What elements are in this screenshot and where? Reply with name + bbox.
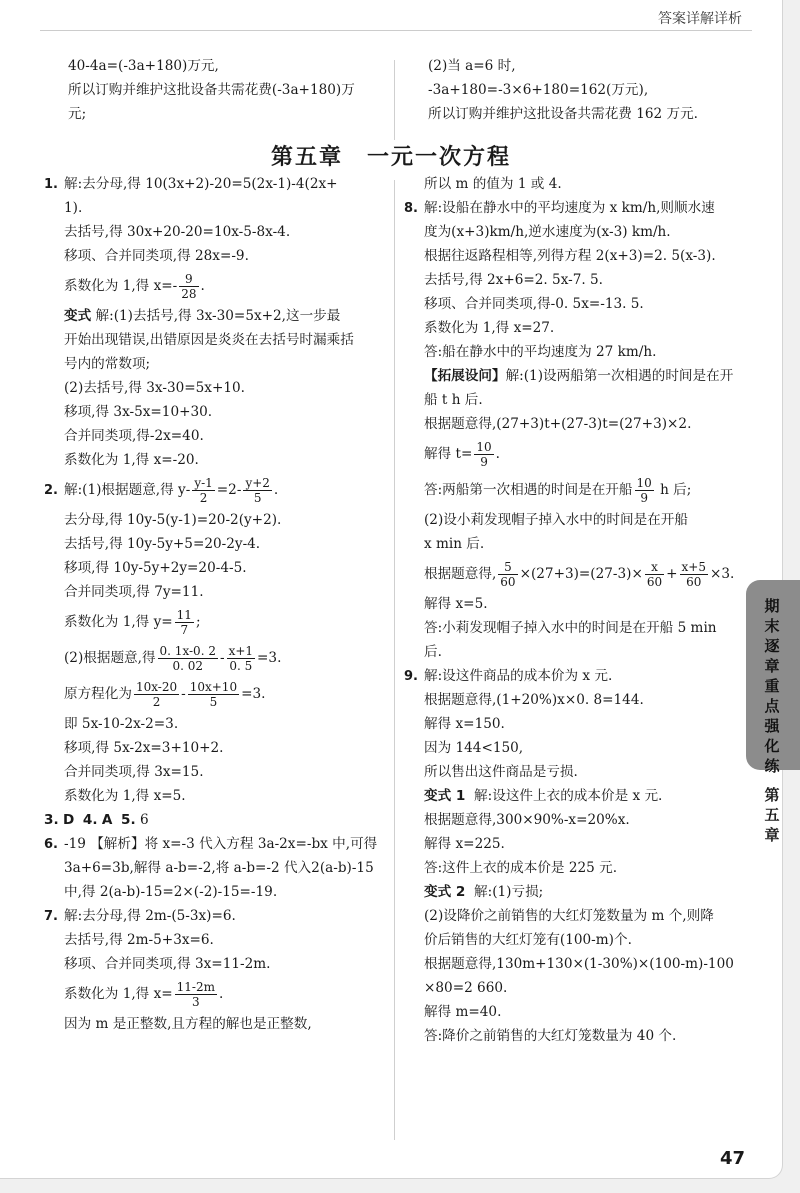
q1-variant-line: 移项,得 3x-5x=10+30. [64, 404, 213, 420]
page-number: 47 [719, 1148, 745, 1169]
question-number: 6. [44, 837, 58, 852]
variant-label: 变式 [64, 308, 92, 324]
q1-text: 解:去分母,得 10(3x+2)-20=5(2x-1)-4(2x+ [64, 176, 338, 192]
q8-extension-line: (2)设小莉发现帽子掉入水中的时间是在开船 [424, 512, 688, 528]
q9-variant1-line: 根据题意得,300×90%-x=20%x. [424, 812, 630, 828]
q1-variant-line: (2)去括号,得 3x-30=5x+10. [64, 380, 245, 396]
q8-line: 移项、合并同类项,得-0. 5x=-13. 5. [424, 296, 644, 312]
q9-variant1-line: 变式 1 解:设这件上衣的成本价是 x 元. [424, 788, 663, 804]
q1-variant-line: 号内的常数项; [64, 356, 151, 372]
q6-line: 中,得 2(a-b)-15=2×(-2)-15=-19. [64, 884, 278, 900]
q9-variant1-line: 解得 x=225. [424, 836, 505, 852]
q7-line: 去括号,得 2m-5+3x=6. [64, 932, 214, 948]
question-number: 9. [404, 669, 418, 684]
q8-extension-line: 答:两船第一次相遇的时间是在开船 $\frac{10}{9}$ h 后; [424, 476, 692, 505]
column-divider-top [394, 60, 395, 140]
q1-line: 移项、合并同类项,得 28x=-9. [64, 248, 249, 264]
top-right-continuation [404, 54, 740, 126]
q2-line: 合并同类项,得 7y=11. [64, 584, 204, 600]
q9-variant2-line: 变式 2 解:(1)亏损; [424, 884, 544, 900]
fraction: $\frac{10x+10}{5}$ [189, 680, 238, 709]
q7-line: 7. 解:去分母,得 2m-(5-3x)=6. [44, 904, 394, 928]
q9-variant2-line: (2)设降价之前销售的大红灯笼数量为 m 个,则降 [424, 908, 714, 924]
left-column [44, 172, 394, 1036]
q9-line: 因为 144<150, [424, 740, 524, 756]
q9-variant2-line: 答:降价之前销售的大红灯笼数量为 40 个. [424, 1028, 677, 1044]
q9-variant2-line: ×80=2 660. [424, 980, 508, 996]
q9-variant1-line: 答:这件上衣的成本价是 225 元. [424, 860, 618, 876]
q9-variant2-line: 解得 m=40. [424, 1004, 502, 1020]
text-line: (2)当 a=6 时, [428, 58, 516, 74]
q7-line: 所以 m 的值为 1 或 4. [424, 176, 562, 192]
question-number: 8. [404, 201, 418, 216]
text-line: 40-4a=(-3a+180)万元, [68, 58, 219, 74]
fraction: $\frac{x+1}{0. 5}$ [228, 644, 254, 673]
q2-line: 即 5x-10-2x-2=3. [64, 716, 179, 732]
question-number: 7. [44, 909, 58, 924]
column-divider-main [394, 180, 395, 1140]
q6-line: 3a+6=3b,解得 a-b=-2,将 a-b=-2 代入2(a-b)-15 [64, 860, 374, 876]
question-number: 1. [44, 177, 58, 192]
q8-line: 根据往返路程相等,列得方程 2(x+3)=2. 5(x-3). [424, 248, 716, 264]
q2-line: (2)根据题意,得 $\frac{0. 1x-0. 2}{0. 02}$ - $\frac{x+1}{0. 5}$ =3. [64, 644, 282, 673]
text-line: 所以订购并维护这批设备共需花费 162 万元. [428, 106, 699, 122]
q1-variant-line: 开始出现错误,出错原因是炎炎在去括号时漏乘括 [64, 332, 354, 348]
q9-line: 根据题意得,(1+20%)x×0. 8=144. [424, 692, 644, 708]
fraction: $\frac{11-2m}{3}$ [176, 980, 215, 1009]
q8-extension-line: 根据题意得, $\frac{5}{60}$ ×(27+3)=(27-3)× $\frac{x}{60}$ + $\frac{x+5}{60}$ ×3. [424, 560, 735, 589]
q1-line: 1). [64, 200, 83, 216]
q8-extension-line: 解得 x=5. [424, 596, 488, 612]
variant-label: 变式 1 [424, 788, 466, 804]
text-line: -3a+180=-3×6+180=162(万元), [428, 82, 649, 98]
q8-line: 答:船在静水中的平均速度为 27 km/h. [424, 344, 657, 360]
q9-line: 解得 x=150. [424, 716, 505, 732]
q8-line: 度为(x+3)km/h,逆水速度为(x-3) km/h. [424, 224, 671, 240]
header-title: 答案详解详析 [658, 11, 742, 27]
right-column [404, 172, 740, 1048]
q2-line: 合并同类项,得 3x=15. [64, 764, 204, 780]
fraction: $\frac{y+2}{5}$ [245, 476, 270, 505]
q8-extension-line: x min 后. [424, 536, 485, 552]
q9-line: 9. 解:设这件商品的成本价为 x 元. [404, 664, 740, 688]
fraction: $\frac{10x-20}{2}$ [135, 680, 178, 709]
side-chapter-label: 第五章 [764, 786, 780, 844]
q2-line: 系数化为 1,得 y= $\frac{11}{7}$ ; [64, 608, 201, 637]
q9-variant2-line: 根据题意得,130m+130×(1-30%)×(100-m)-100 [424, 956, 734, 972]
q8-extension-line: 答:小莉发现帽子掉入水中的时间是在开船 5 min [424, 620, 717, 636]
question-number: 2. [44, 483, 58, 498]
top-left-continuation [44, 54, 394, 126]
q8-line: 系数化为 1,得 x=27. [424, 320, 555, 336]
fraction: $\frac{x+5}{60}$ [681, 560, 706, 589]
q2-line: 移项,得 5x-2x=3+10+2. [64, 740, 224, 756]
q1-variant-line: 变式 解:(1)去括号,得 3x-30=5x+2,这一步最 [64, 308, 341, 324]
q2-line: 系数化为 1,得 x=5. [64, 788, 186, 804]
text-line: 所以订购并维护这批设备共需花费(-3a+180)万 [68, 82, 355, 98]
q2-line: 去分母,得 10y-5(y-1)=20-2(y+2). [64, 512, 282, 528]
q2-line: 2. 解:(1)根据题意,得 y- $\frac{y-1}{2}$ =2- $\frac{y+2}{5}$ . [44, 472, 394, 508]
q2-line: 去括号,得 10y-5y+5=20-2y-4. [64, 536, 261, 552]
fraction: $\frac{11}{7}$ [176, 608, 192, 637]
fraction: $\frac{y-1}{2}$ [194, 476, 213, 505]
q8-extension-line: 船 t h 后. [424, 392, 483, 408]
text-line: 元; [68, 106, 87, 122]
q7-line: 系数化为 1,得 x= $\frac{11-2m}{3}$ . [64, 980, 224, 1009]
q8-line: 去括号,得 2x+6=2. 5x-7. 5. [424, 272, 603, 288]
q2-line: 移项,得 10y-5y+2y=20-4-5. [64, 560, 247, 576]
fraction: $\frac{9}{28}$ [181, 272, 197, 301]
q3-5-answers: 3. D 4. A 5. 6 [44, 812, 149, 828]
q8-line: 8. 解:设船在静水中的平均速度为 x km/h,则顺水速 [404, 196, 740, 220]
q9-line: 所以售出这件商品是亏损. [424, 764, 578, 780]
fraction: $\frac{x}{60}$ [646, 560, 663, 589]
fraction: $\frac{10}{9}$ [636, 476, 652, 505]
fraction: $\frac{0. 1x-0. 2}{0. 02}$ [159, 644, 216, 673]
extension-label: 【拓展设问】 [424, 368, 506, 384]
chapter-title: 第五章 一元一次方程 [270, 145, 511, 170]
fraction: $\frac{5}{60}$ [500, 560, 516, 589]
q2-line: 原方程化为 $\frac{10x-20}{2}$ - $\frac{10x+10}{5}$ =3. [64, 680, 266, 709]
q8-extension-line: 根据题意得,(27+3)t+(27-3)t=(27+3)×2. [424, 416, 692, 432]
variant-label: 变式 2 [424, 884, 466, 900]
q1-variant-line: 合并同类项,得-2x=40. [64, 428, 204, 444]
q1-line: 系数化为 1,得 x=- $\frac{9}{28}$ . [64, 272, 205, 301]
header-rule [40, 30, 752, 31]
q8-extension-line: 解得 t= $\frac{10}{9}$ . [424, 440, 500, 469]
q7-line: 移项、合并同类项,得 3x=11-2m. [64, 956, 271, 972]
q7-line: 因为 m 是正整数,且方程的解也是正整数, [64, 1016, 312, 1032]
q6-line: 6. -19 【解析】将 x=-3 代入方程 3a-2x=-bx 中,可得 [44, 832, 394, 856]
q1-line: 去括号,得 30x+20-20=10x-5-8x-4. [64, 224, 291, 240]
q1-variant-line: 系数化为 1,得 x=-20. [64, 452, 199, 468]
fraction: $\frac{10}{9}$ [476, 440, 492, 469]
q1-line [44, 172, 394, 196]
q8-extension-line: 后. [424, 644, 442, 660]
side-tab-label: 期末逐章重点强化练 [764, 597, 780, 775]
q9-variant2-line: 价后销售的大红灯笼有(100-m)个. [424, 932, 632, 948]
q8-extension-line: 【拓展设问】解:(1)设两船第一次相遇的时间是在开 [424, 368, 734, 384]
